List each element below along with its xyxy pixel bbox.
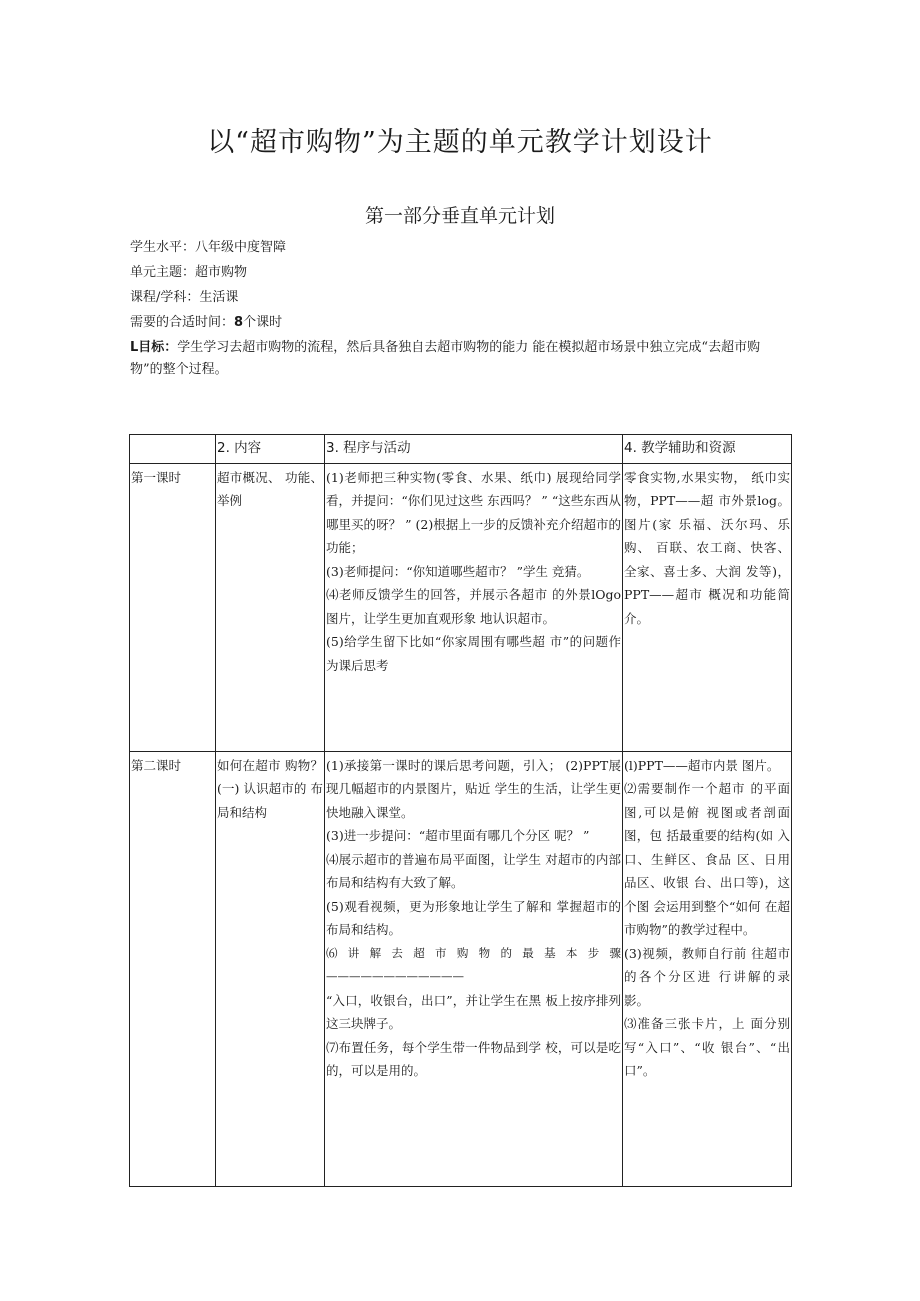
table-header-row [130,435,792,464]
meta-time-value: 8 [234,315,244,330]
activity-item: (3)进一步提问：“超市里面有哪几个分区 呢？ ” [326,828,590,843]
activity-item: (1)老师把三种实物(零食、水果、纸巾) 展现给同学看，并提问：“你们见过这些 东西吗？ ” “这些东西从哪里买的呀？ ” (2)根据上一步的反馈补充介绍超市的 功能； [326,469,621,555]
activity-item: (5)观看视频，更为形象地让学生了解和 掌握超市的布局和结构。 [326,898,621,937]
meta-time [130,312,790,334]
activity-item: ⑺布置任务，每个学生带一件物品到学 校，可以是吃的，可以是用的。 [326,1039,621,1078]
header-cell-lesson [130,435,216,464]
meta-student-level: 学生水平：八年级中度智障 [130,240,287,255]
activity-item: ⑹讲解去超市购物的最基本步骤———————————— [326,945,621,983]
meta-unit-theme: 单元主题：超市购物 [130,265,248,280]
content-cell: 超市概况、 功能、 举例 [216,463,325,751]
activity-item: (5)给学生留下比如“你家周围有哪些超 市”的问题作为课后思考 [326,634,621,673]
activity-item: (3)老师提问：“你知道哪些超市？ ”学生 竞猜。 [326,563,590,579]
activities-cell [325,463,623,751]
section-subtitle: 第一部分垂直单元计划 [364,205,555,227]
content-cell: 如何在超市 购物？(一) 认识超市的 布局和结构 [216,751,325,1186]
meta-subject: 课程/学科：生活课 [130,290,239,305]
resource-item: ⑵需要制作一个超市 的平面图,可以是俯 视图或者剖面图，包 括最重要的结构(如 入口、生鲜区、食品 区、日用品区、收银 台、出口等)，这个图 会运用到整个“如何 在超市购物”的教学过程中。 [624,781,790,937]
meta-time-suffix: 个课时 [243,315,283,330]
header-cell-content: 2. 内容 [216,435,325,464]
table-row [130,463,792,751]
activities-cell [325,751,623,1186]
goal-text: 学生学习去超市购物的流程，然后具备独自去超市购物的能力 能在模拟超市场景中独立完成“去超市购物”的整个过程。 [130,340,761,377]
resource-item: (l)PPT——超市内景 图片。 [624,757,780,773]
activity-item: “入口，收银台，出口”，并让学生在黑 板上按序排列这三块牌子。 [326,992,621,1031]
goal-label: L目标： [130,340,178,355]
header-cell-activities: 3. 程序与活动 [325,435,623,464]
resources-cell [623,463,792,751]
unit-plan-table [129,434,792,1187]
header-cell-resources: 4. 教学辅助和资源 [623,435,792,464]
resource-item: 零食实物,水果实物， 纸巾实物，PPT——超 市外景log。图片(家 乐福、沃尔玛、乐购、 百联、农工商、快客、 全家、喜士多、大润 发等)，PPT——超市 概况和功能简介。 [624,469,790,626]
activity-item: ⑷老师反馈学生的回答，并展示各超市 的外景lOgo图片，让学生更加直观形象 地认识超市。 [326,587,621,626]
meta-goal [130,337,790,381]
activity-item: ⑷展示超市的普遍布局平面图，让学生 对超市的内部布局和结构有大致了解。 [326,851,621,890]
meta-time-prefix: 需要的合适时间： [130,315,235,330]
lesson-cell: 第二课时 [130,751,216,1186]
activity-item: (1)承接第一课时的课后思考问题，引入； (2)PPT展现几幅超市的内景图片，贴近 学生的生活，让学生更快地融入课堂。 [326,757,621,820]
resource-item: (3)视频，教师自行前 往超市的各个分区进 行讲解的录影。 [624,945,790,1008]
resources-cell [623,751,792,1186]
table-row [130,751,792,1186]
document-title: 以“超市购物”为主题的单元教学计划设计 [207,127,713,158]
resource-item: ⑶准备三张卡片，上 面分别写“入口”、“收 银台”、“出口”。 [624,1016,790,1078]
lesson-cell: 第一课时 [130,463,216,751]
